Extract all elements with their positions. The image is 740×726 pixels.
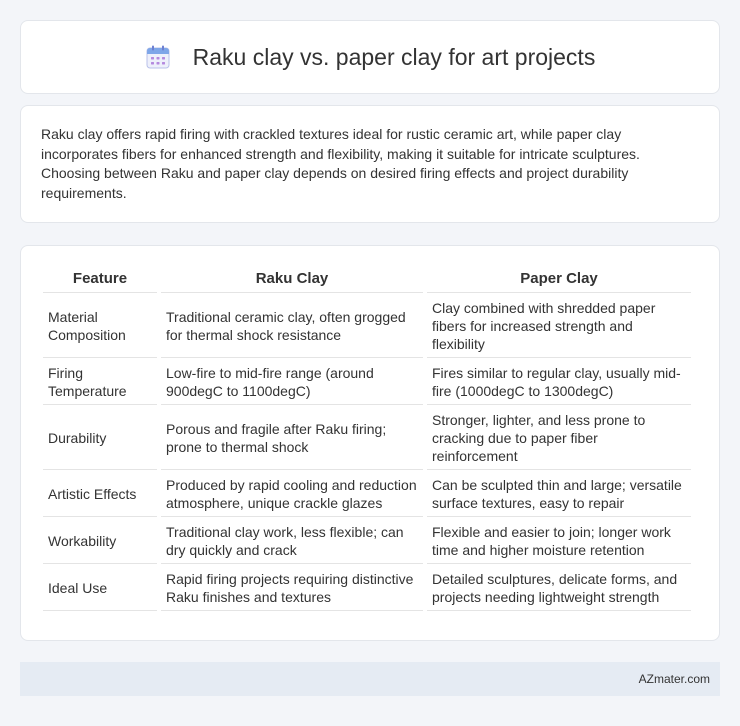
- header-raku-clay: Raku Clay: [161, 266, 423, 293]
- row-paper-value: Can be sculpted thin and large; versatile surface textures, easy to repair: [427, 472, 691, 517]
- table-row: [43, 519, 691, 564]
- row-raku-value: Low-fire to mid-fire range (around 900degC to 1100degC): [161, 360, 423, 405]
- table-row: [43, 295, 691, 358]
- footer-bar: [20, 662, 720, 696]
- title-card: [20, 20, 720, 94]
- table-row: [43, 566, 691, 611]
- row-raku-value: Traditional ceramic clay, often grogged for thermal shock resistance: [161, 295, 423, 358]
- row-raku-value: Produced by rapid cooling and reduction atmosphere, unique crackle glazes: [161, 472, 423, 517]
- table-row: [43, 407, 691, 470]
- row-paper-value: Flexible and easier to join; longer work time and higher moisture retention: [427, 519, 691, 564]
- intro-card: [20, 105, 720, 223]
- calendar-icon: [145, 44, 171, 70]
- row-raku-value: Rapid firing projects requiring distinctive Raku finishes and textures: [161, 566, 423, 611]
- row-feature: Artistic Effects: [43, 472, 157, 517]
- comparison-card: [20, 245, 720, 641]
- row-raku-value: Porous and fragile after Raku firing; prone to thermal shock: [161, 407, 423, 470]
- row-paper-value: Clay combined with shredded paper fibers for increased strength and flexibility: [427, 295, 691, 358]
- row-paper-value: Fires similar to regular clay, usually mid-fire (1000degC to 1300degC): [427, 360, 691, 405]
- row-paper-value: Detailed sculptures, delicate forms, and projects needing lightweight strength: [427, 566, 691, 611]
- row-feature: Durability: [43, 407, 157, 470]
- page-title: Raku clay vs. paper clay for art projects: [192, 43, 596, 70]
- intro-paragraph: Raku clay offers rapid firing with crackled textures ideal for rustic ceramic art, while paper clay incorporates fibers for enhanced strength and flexibility, making it suitable for intricate sculptures. Choosing between Raku and paper clay depends on desired firing effects and project durability requirements.: [41, 126, 640, 201]
- table-header-row: [43, 266, 691, 293]
- row-feature: Firing Temperature: [43, 360, 157, 405]
- row-paper-value: Stronger, lighter, and less prone to cracking due to paper fiber reinforcement: [427, 407, 691, 470]
- header-feature: Feature: [43, 266, 157, 293]
- header-paper-clay: Paper Clay: [427, 266, 691, 293]
- comparison-table: [39, 264, 695, 613]
- row-feature: Ideal Use: [43, 566, 157, 611]
- row-feature: Workability: [43, 519, 157, 564]
- row-raku-value: Traditional clay work, less flexible; can dry quickly and crack: [161, 519, 423, 564]
- table-row: [43, 360, 691, 405]
- row-feature: Material Composition: [43, 295, 157, 358]
- table-row: [43, 472, 691, 517]
- footer-site-link[interactable]: AZmater.com: [638, 672, 710, 686]
